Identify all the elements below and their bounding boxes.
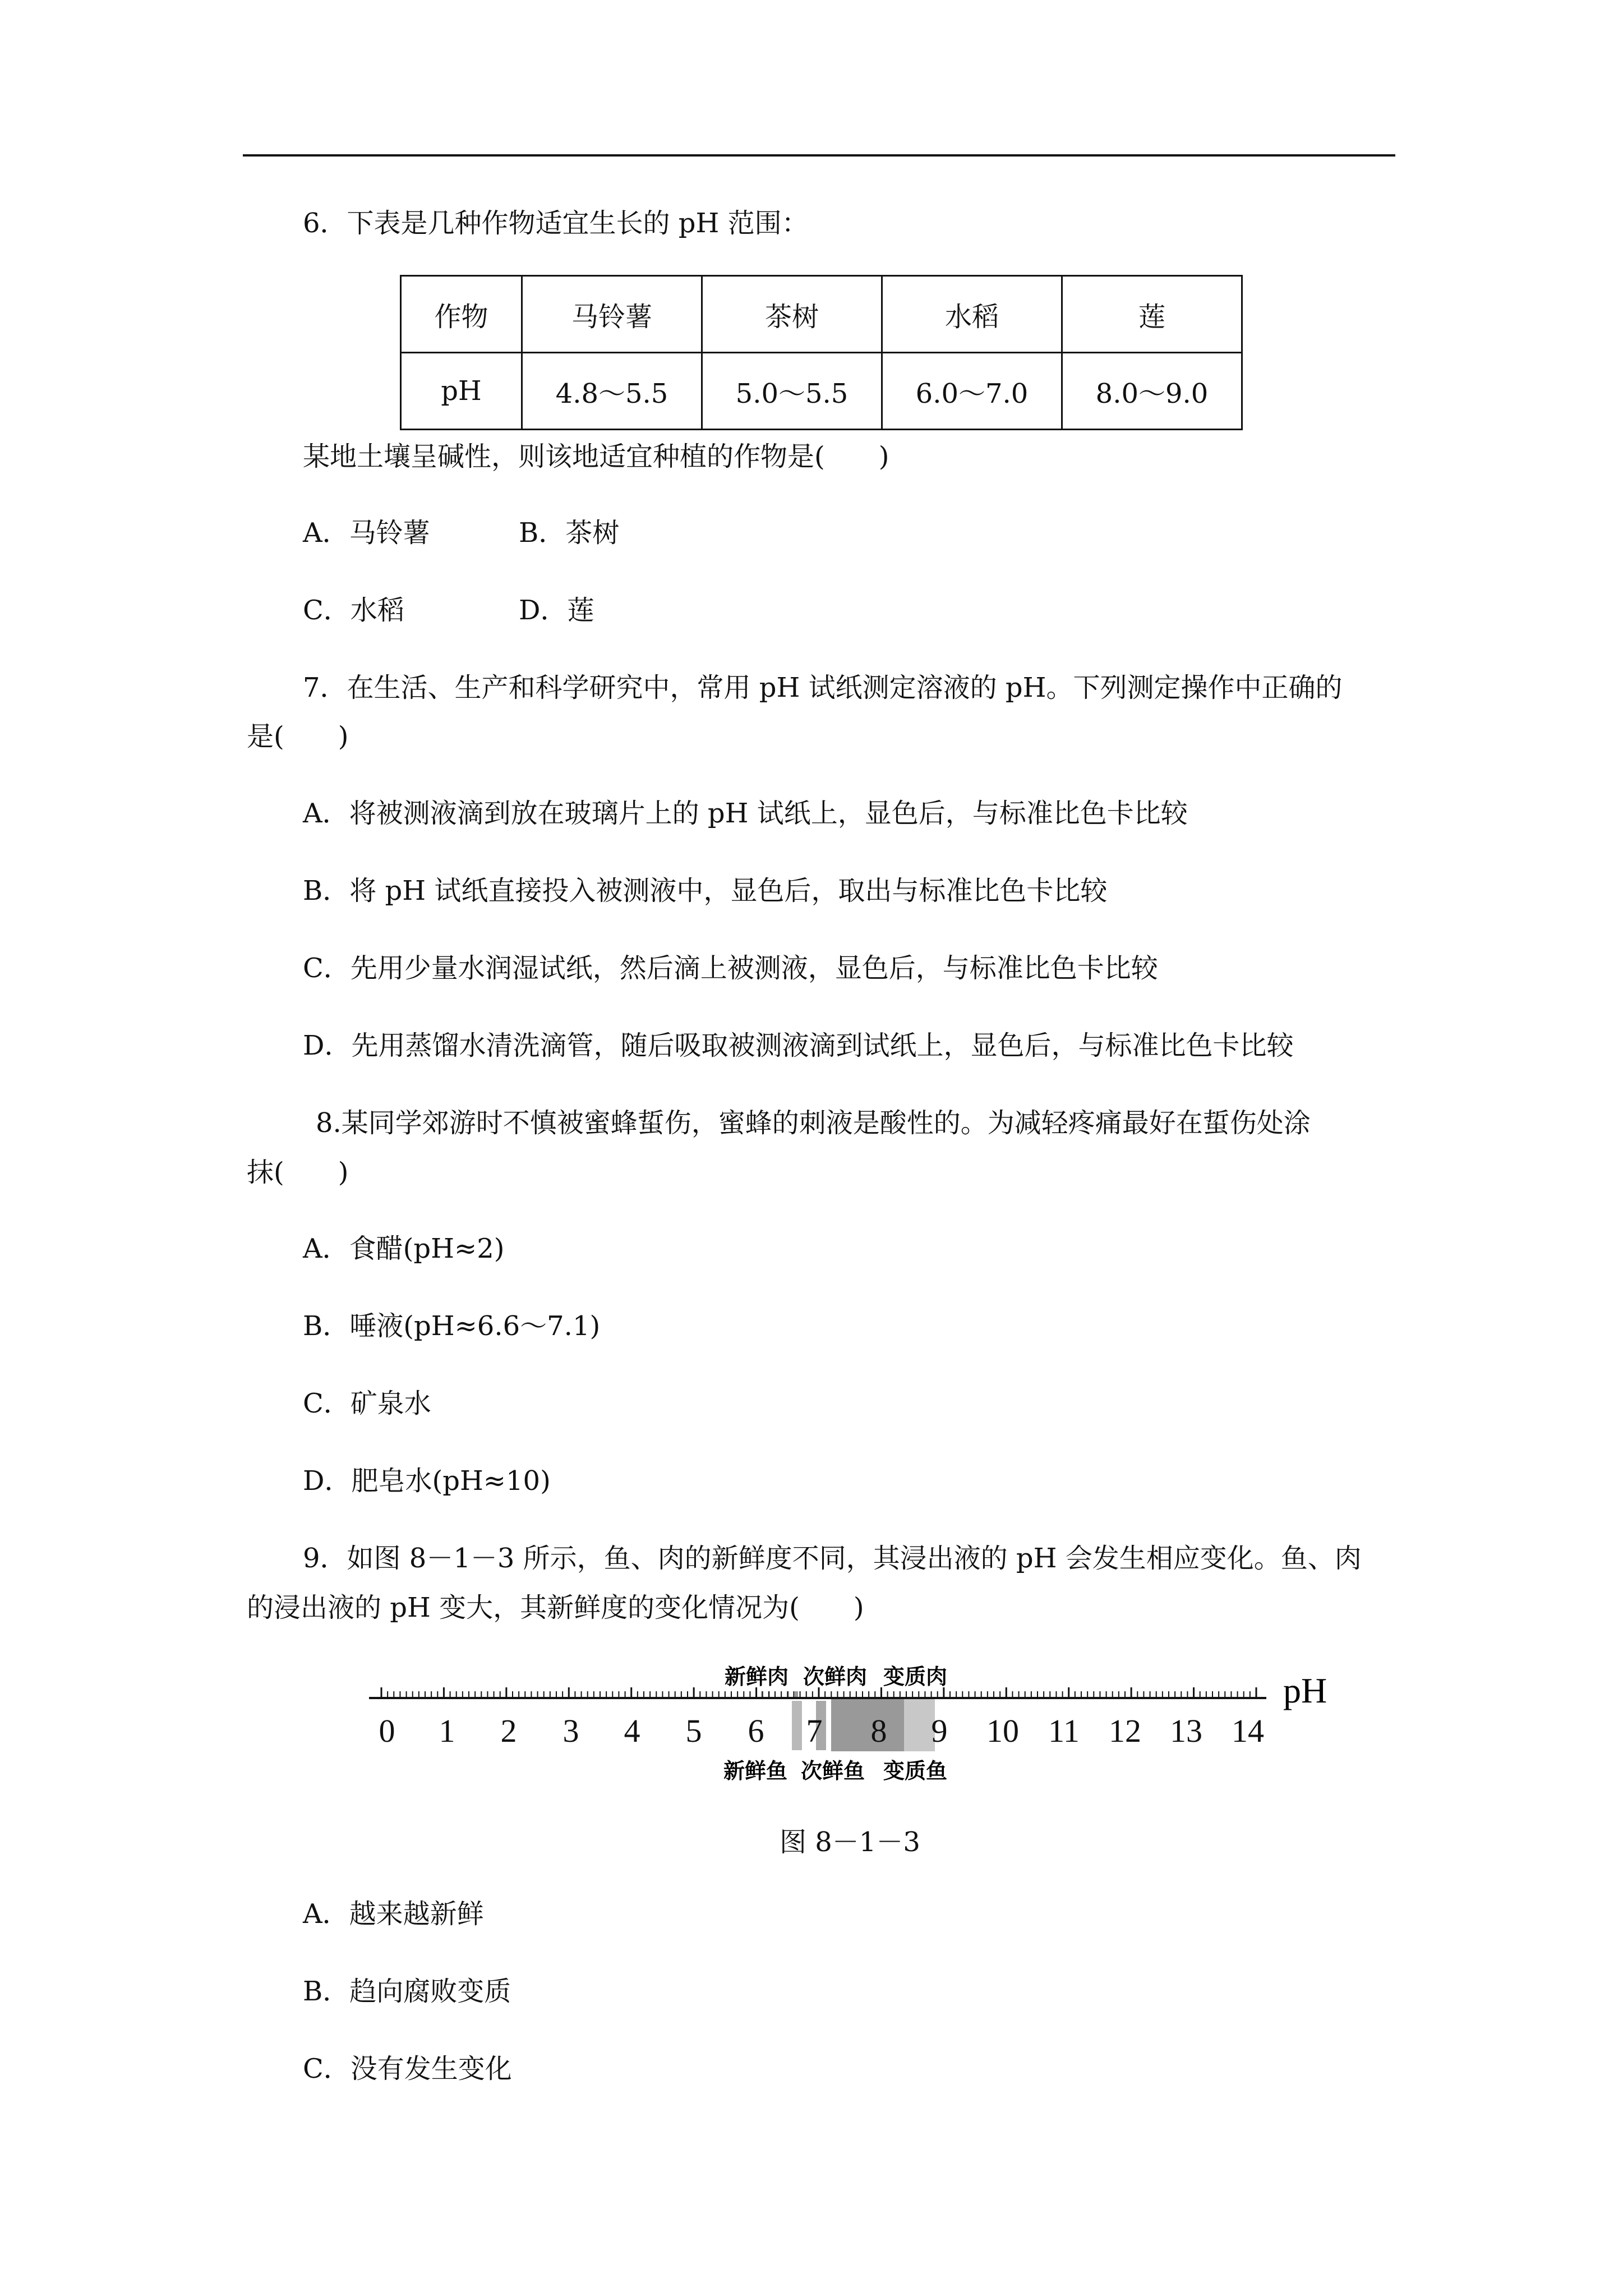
header-rule — [243, 154, 1395, 157]
q8-option-d: D．肥皂水(pH≈10) — [303, 1465, 551, 1497]
table-cell: 茶树 — [702, 276, 882, 353]
table-cell: 作物 — [401, 276, 522, 353]
tick-label: 8 — [870, 1713, 887, 1749]
tick-label: 5 — [685, 1713, 702, 1749]
table-cell: pH — [401, 353, 522, 430]
q8-option-a: A．食醋(pH≈2) — [303, 1233, 505, 1264]
q7-option-b: B．将 pH 试纸直接投入被测液中，显色后，取出与标准比色卡比较 — [303, 875, 1108, 907]
label-less-fresh-meat: 次鲜肉 — [803, 1665, 868, 1689]
q6-question: 某地土壤呈碱性，则该地适宜种植的作物是( ) — [303, 441, 889, 472]
q7-stem-line1: 7．在生活、生产和科学研究中，常用 pH 试纸测定溶液的 pH。下列测定操作中正确的 — [303, 672, 1343, 703]
q8-option-c: C．矿泉水 — [303, 1388, 431, 1419]
tick-label: 14 — [1232, 1713, 1264, 1749]
label-less-fresh-fish: 次鲜鱼 — [801, 1760, 865, 1783]
shade-strip — [792, 1701, 802, 1750]
tick-label: 10 — [986, 1713, 1019, 1749]
label-spoiled-meat: 变质肉 — [883, 1665, 948, 1689]
q8-stem-line2: 抹( ) — [247, 1157, 349, 1188]
tick-label: 12 — [1109, 1713, 1141, 1749]
table-cell: 8.0～9.0 — [1062, 353, 1242, 430]
table-row — [401, 353, 1242, 430]
label-fresh-meat: 新鲜肉 — [725, 1665, 789, 1689]
tick-label: 3 — [562, 1713, 579, 1749]
q6-option-b: B．茶树 — [519, 517, 620, 549]
table-cell: 6.0～7.0 — [882, 353, 1062, 430]
q8-stem-line1: 8.某同学郊游时不慎被蜜蜂蜇伤，蜜蜂的刺液是酸性的。为减轻疼痛最好在蜇伤处涂 — [316, 1107, 1311, 1139]
table-cell: 水稻 — [882, 276, 1062, 353]
q9-option-a: A．越来越新鲜 — [303, 1898, 484, 1930]
tick-label: 6 — [748, 1713, 764, 1749]
table-cell: 莲 — [1062, 276, 1242, 353]
table-cell: 5.0～5.5 — [702, 353, 882, 430]
q6-stem: 6．下表是几种作物适宜生长的 pH 范围： — [303, 208, 809, 239]
q7-option-d: D．先用蒸馏水清洗滴管，随后吸取被测液滴到试纸上，显色后，与标准比色卡比较 — [303, 1030, 1294, 1061]
tick-label: 11 — [1048, 1713, 1080, 1749]
table-cell: 4.8～5.5 — [522, 353, 702, 430]
q7-option-c: C．先用少量水润湿试纸，然后滴上被测液，显色后，与标准比色卡比较 — [303, 953, 1158, 984]
tick-label: 9 — [931, 1713, 948, 1749]
tick-label: 1 — [439, 1713, 455, 1749]
table-cell: 马铃薯 — [522, 276, 702, 353]
tick-label: 2 — [500, 1713, 517, 1749]
q6-option-a: A．马铃薯 — [303, 517, 430, 549]
tick-label: 13 — [1170, 1713, 1202, 1749]
figure-caption: 图 8－1－3 — [780, 1826, 920, 1858]
ph-scale-figure — [336, 1638, 1346, 1806]
q6-ph-table — [400, 275, 1243, 430]
tick-label: 7 — [806, 1713, 823, 1749]
tick-label: 0 — [379, 1713, 395, 1749]
q6-option-c: C．水稻 — [303, 595, 404, 626]
table-header-row — [401, 276, 1242, 353]
tick-label: 4 — [624, 1713, 640, 1749]
q8-option-b: B．唾液(pH≈6.6～7.1) — [303, 1310, 601, 1342]
q6-option-d: D．莲 — [519, 595, 594, 626]
q9-stem-line1: 9．如图 8－1－3 所示，鱼、肉的新鲜度不同，其浸出液的 pH 会发生相应变化。鱼、肉 — [303, 1543, 1362, 1574]
q9-option-b: B．趋向腐败变质 — [303, 1976, 511, 2007]
q9-option-c: C．没有发生变化 — [303, 2053, 512, 2085]
shade-strip — [795, 1691, 798, 1697]
label-fresh-fish: 新鲜鱼 — [723, 1760, 788, 1783]
shade-strip — [904, 1699, 935, 1751]
shade-strip — [831, 1699, 904, 1751]
ph-unit-label: pH — [1283, 1671, 1327, 1710]
q7-option-a: A．将被测液滴到放在玻璃片上的 pH 试纸上，显色后，与标准比色卡比较 — [303, 798, 1188, 829]
label-spoiled-fish: 变质鱼 — [883, 1760, 948, 1783]
q9-stem-line2: 的浸出液的 pH 变大，其新鲜度的变化情况为( ) — [247, 1592, 864, 1623]
q7-stem-line2: 是( ) — [247, 721, 349, 752]
